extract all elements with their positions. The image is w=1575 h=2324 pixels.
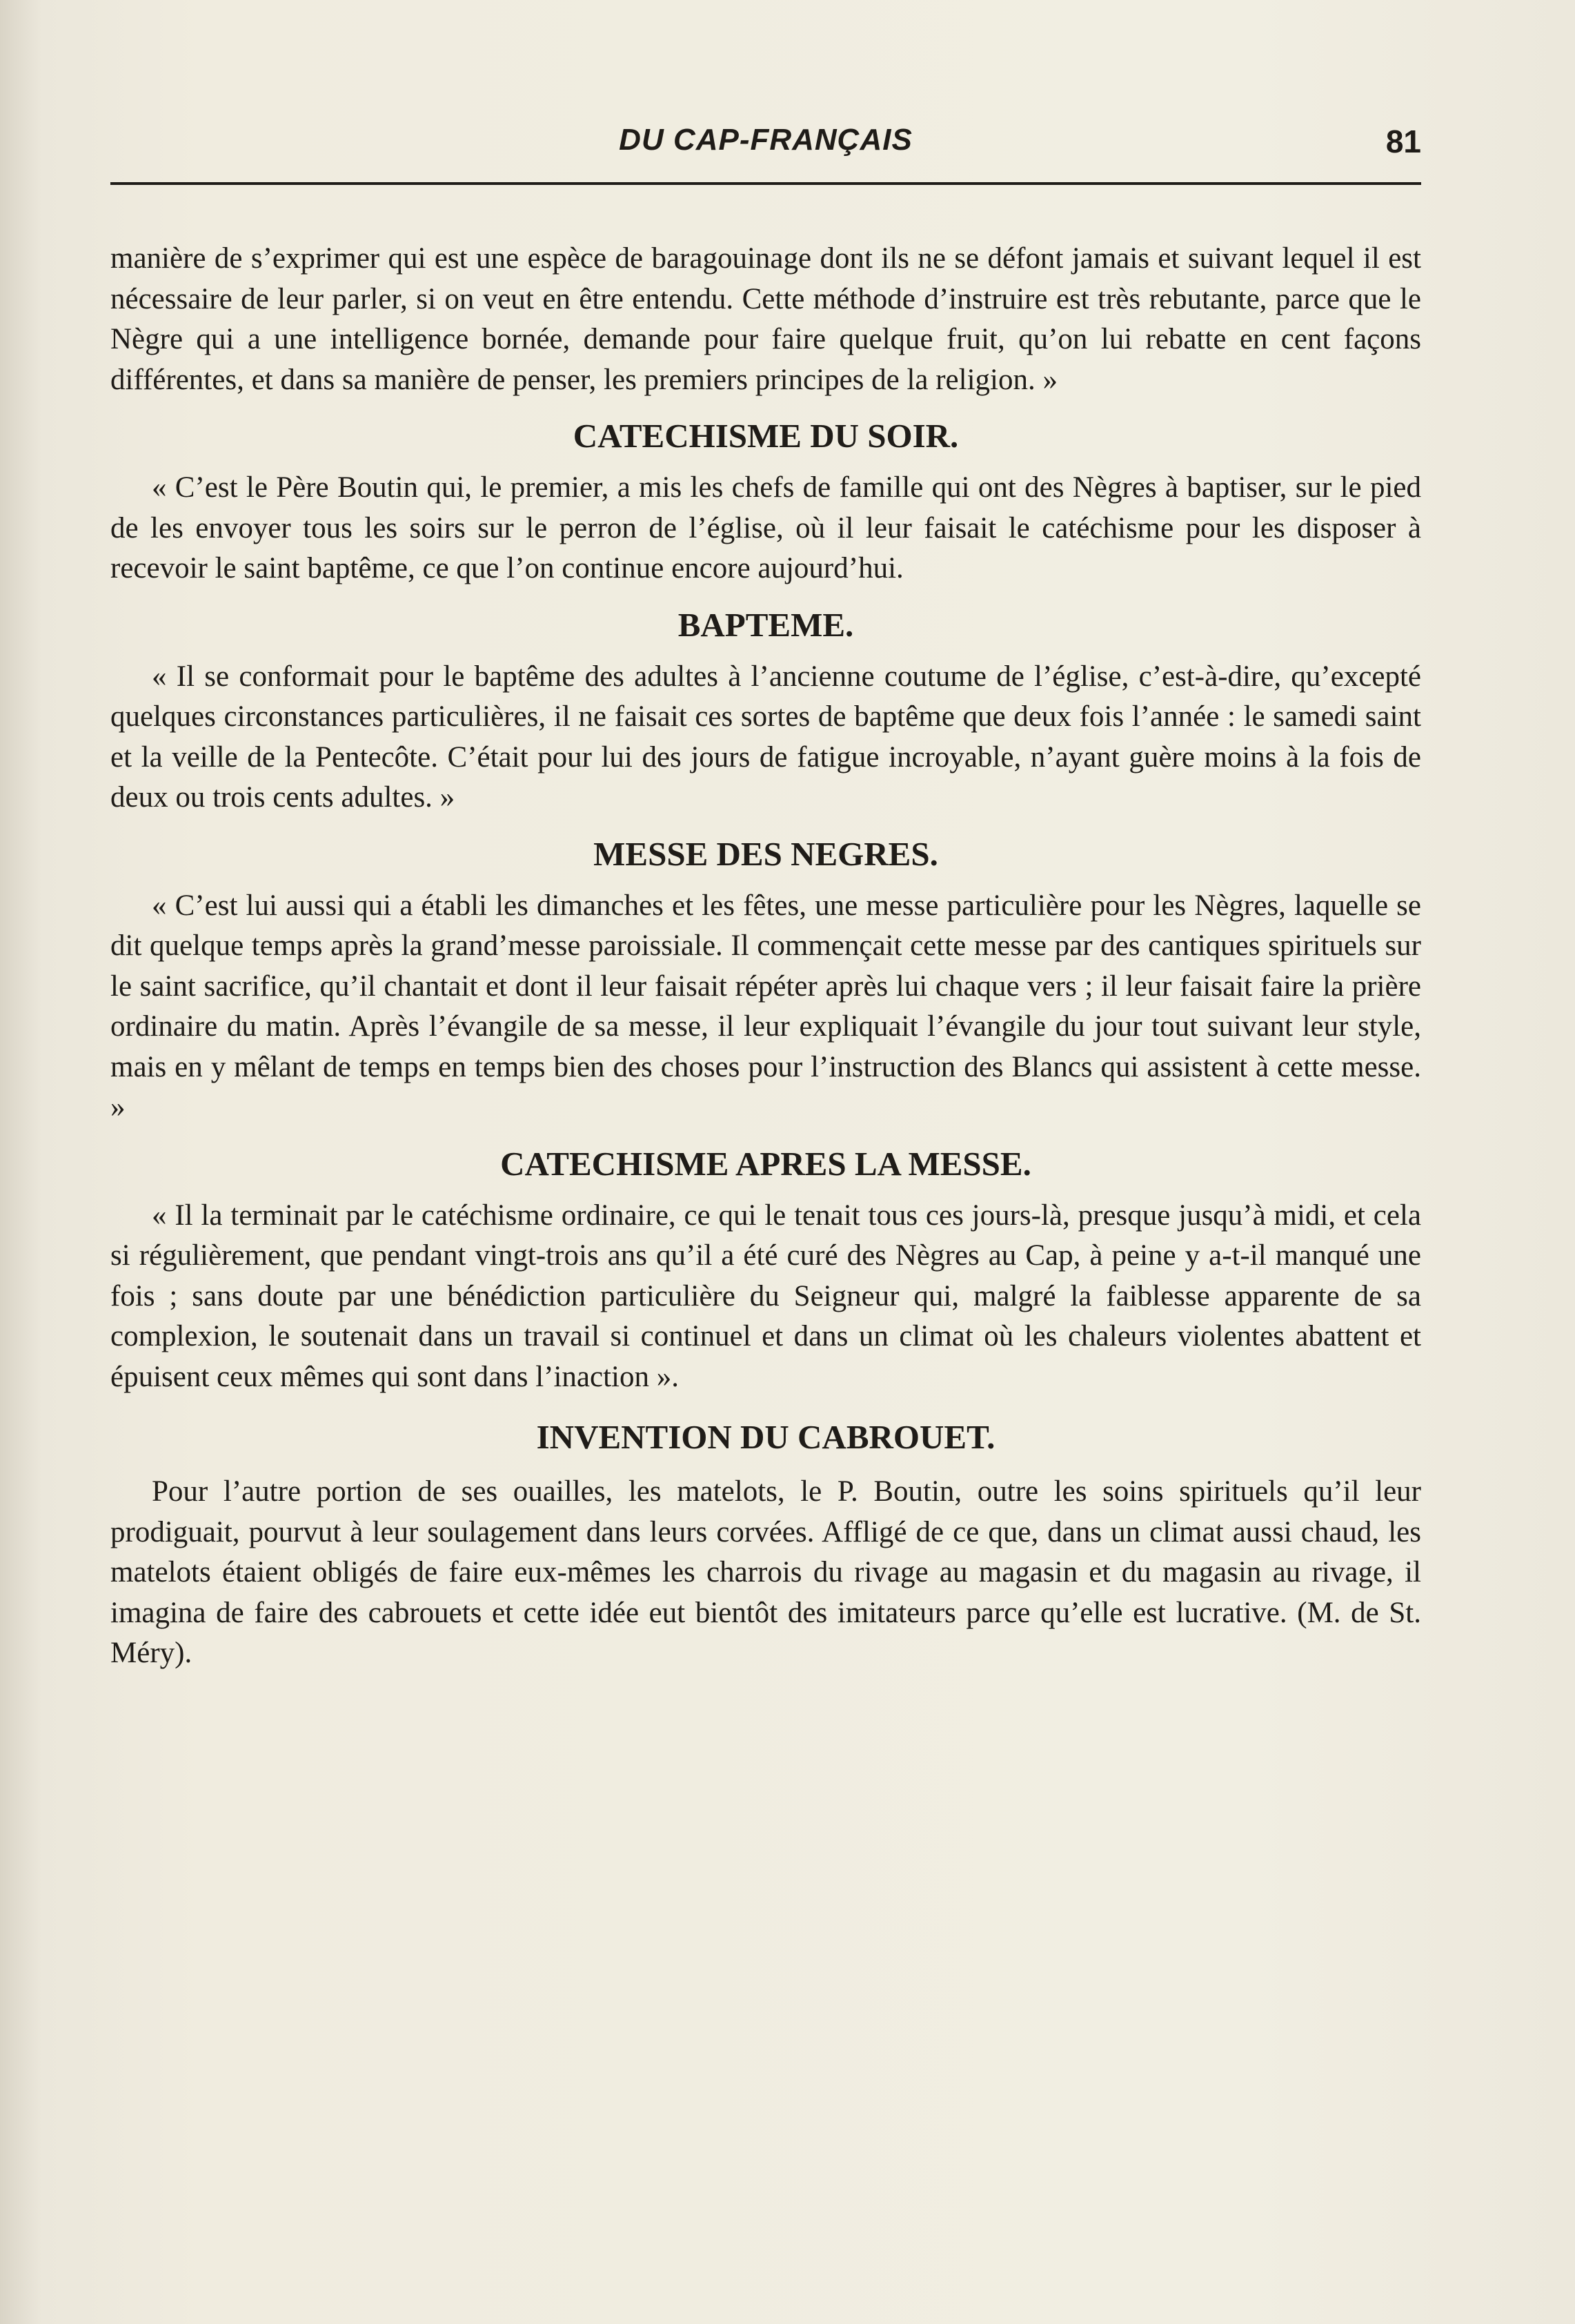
section-heading-catechisme-du-soir: CATECHISME DU SOIR. xyxy=(573,417,959,455)
section-text-catechisme-apres-la-messe: « Il la terminait par le catéchisme ordinaire, ce qui le tenait tous ces jours-là, presque jusqu’à midi, et cela si régulièrement, que pendant vingt-trois ans qu’il a été curé des Nègres au Cap, à peine y a-t-il manqué une fois ; sans doute par une bénédiction particulière du Seigneur qui, malgré la faiblesse apparente de sa complexion, le soutenait dans un travail si continuel et dans un climat où les chaleurs violentes abattent et épuisent ceux mêmes qui sont dans l’inaction ». xyxy=(110,1199,1421,1393)
section-text-messe-des-negres: « C’est lui aussi qui a établi les dimanches et les fêtes, une messe particulière pour les Nègres, laquelle se dit quelque temps après la grand’messe paroissiale. Il commençait cette messe par des cantiques spirituels sur le saint sacrifice, qu’il chantait et dont il leur faisait répéter après lui chaque vers ; il leur faisait faire la prière ordinaire du matin. Après l’évangile de sa messe, il leur expliquait l’évangile du jour tout suivant leur style, mais en y mêlant de temps en temps bien des choses pour l’instruction des Blancs qui assistent à cette messe. » xyxy=(110,889,1421,1123)
section-heading-messe-des-negres: MESSE DES NEGRES. xyxy=(593,834,938,873)
page-body xyxy=(110,239,1421,1674)
running-head xyxy=(110,123,1421,185)
page-number: 81 xyxy=(1385,124,1421,159)
running-title: DU CAP-FRANÇAIS xyxy=(619,123,913,157)
section-text-invention-du-cabrouet: Pour l’autre portion de ses ouailles, les matelots, le P. Boutin, outre les soins spirituels qu’il leur prodiguait, pourvut à leur soulagement dans leurs corvées. Affligé de ce que, dans un climat aussi chaud, les matelots étaient obligés de faire eux-mêmes les charrois du rivage au magasin et du magasin au rivage, il imagina de faire des cabrouets et cette idée eut bientôt des imitateurs parce qu’elle est lucrative. (M. de St. Méry). xyxy=(110,1475,1421,1669)
intro-paragraph: manière de s’exprimer qui est une espèce de baragouinage dont ils ne se défont jamais et suivant lequel il est nécessaire de leur parler, si on veut en être entendu. Cette méthode d’instruire est très rebutante, parce que le Nègre qui a une intelligence bornée, demande pour faire quelque fruit, qu’on lui rebatte en cent façons différentes, et dans sa manière de penser, les premiers principes de la religion. » xyxy=(110,242,1421,396)
section-heading-catechisme-apres-la-messe: CATECHISME APRES LA MESSE. xyxy=(500,1144,1031,1183)
header-rule xyxy=(110,182,1421,185)
section-heading-bapteme: BAPTEME. xyxy=(677,605,854,644)
section-text-bapteme: « Il se conformait pour le baptême des adultes à l’ancienne coutume de l’église, c’est-à-dire, qu’excepté quelques circonstances particulières, il ne faisait ces sortes de baptême que deux fois l’année : le samedi saint et la veille de la Pentecôte. C’était pour lui des jours de fatigue incroyable, n’ayant guère moins à la fois de deux ou trois cents adultes. » xyxy=(110,660,1421,814)
section-text-catechisme-du-soir: « C’est le Père Boutin qui, le premier, a mis les chefs de famille qui ont des Nègres à baptiser, sur le pied de les envoyer tous les soirs sur le perron de l’église, où il leur faisait le catéchisme pour les disposer à recevoir le saint baptême, ce que l’on continue encore aujourd’hui. xyxy=(110,471,1421,584)
section-heading-invention-du-cabrouet: INVENTION DU CABROUET. xyxy=(536,1418,995,1456)
